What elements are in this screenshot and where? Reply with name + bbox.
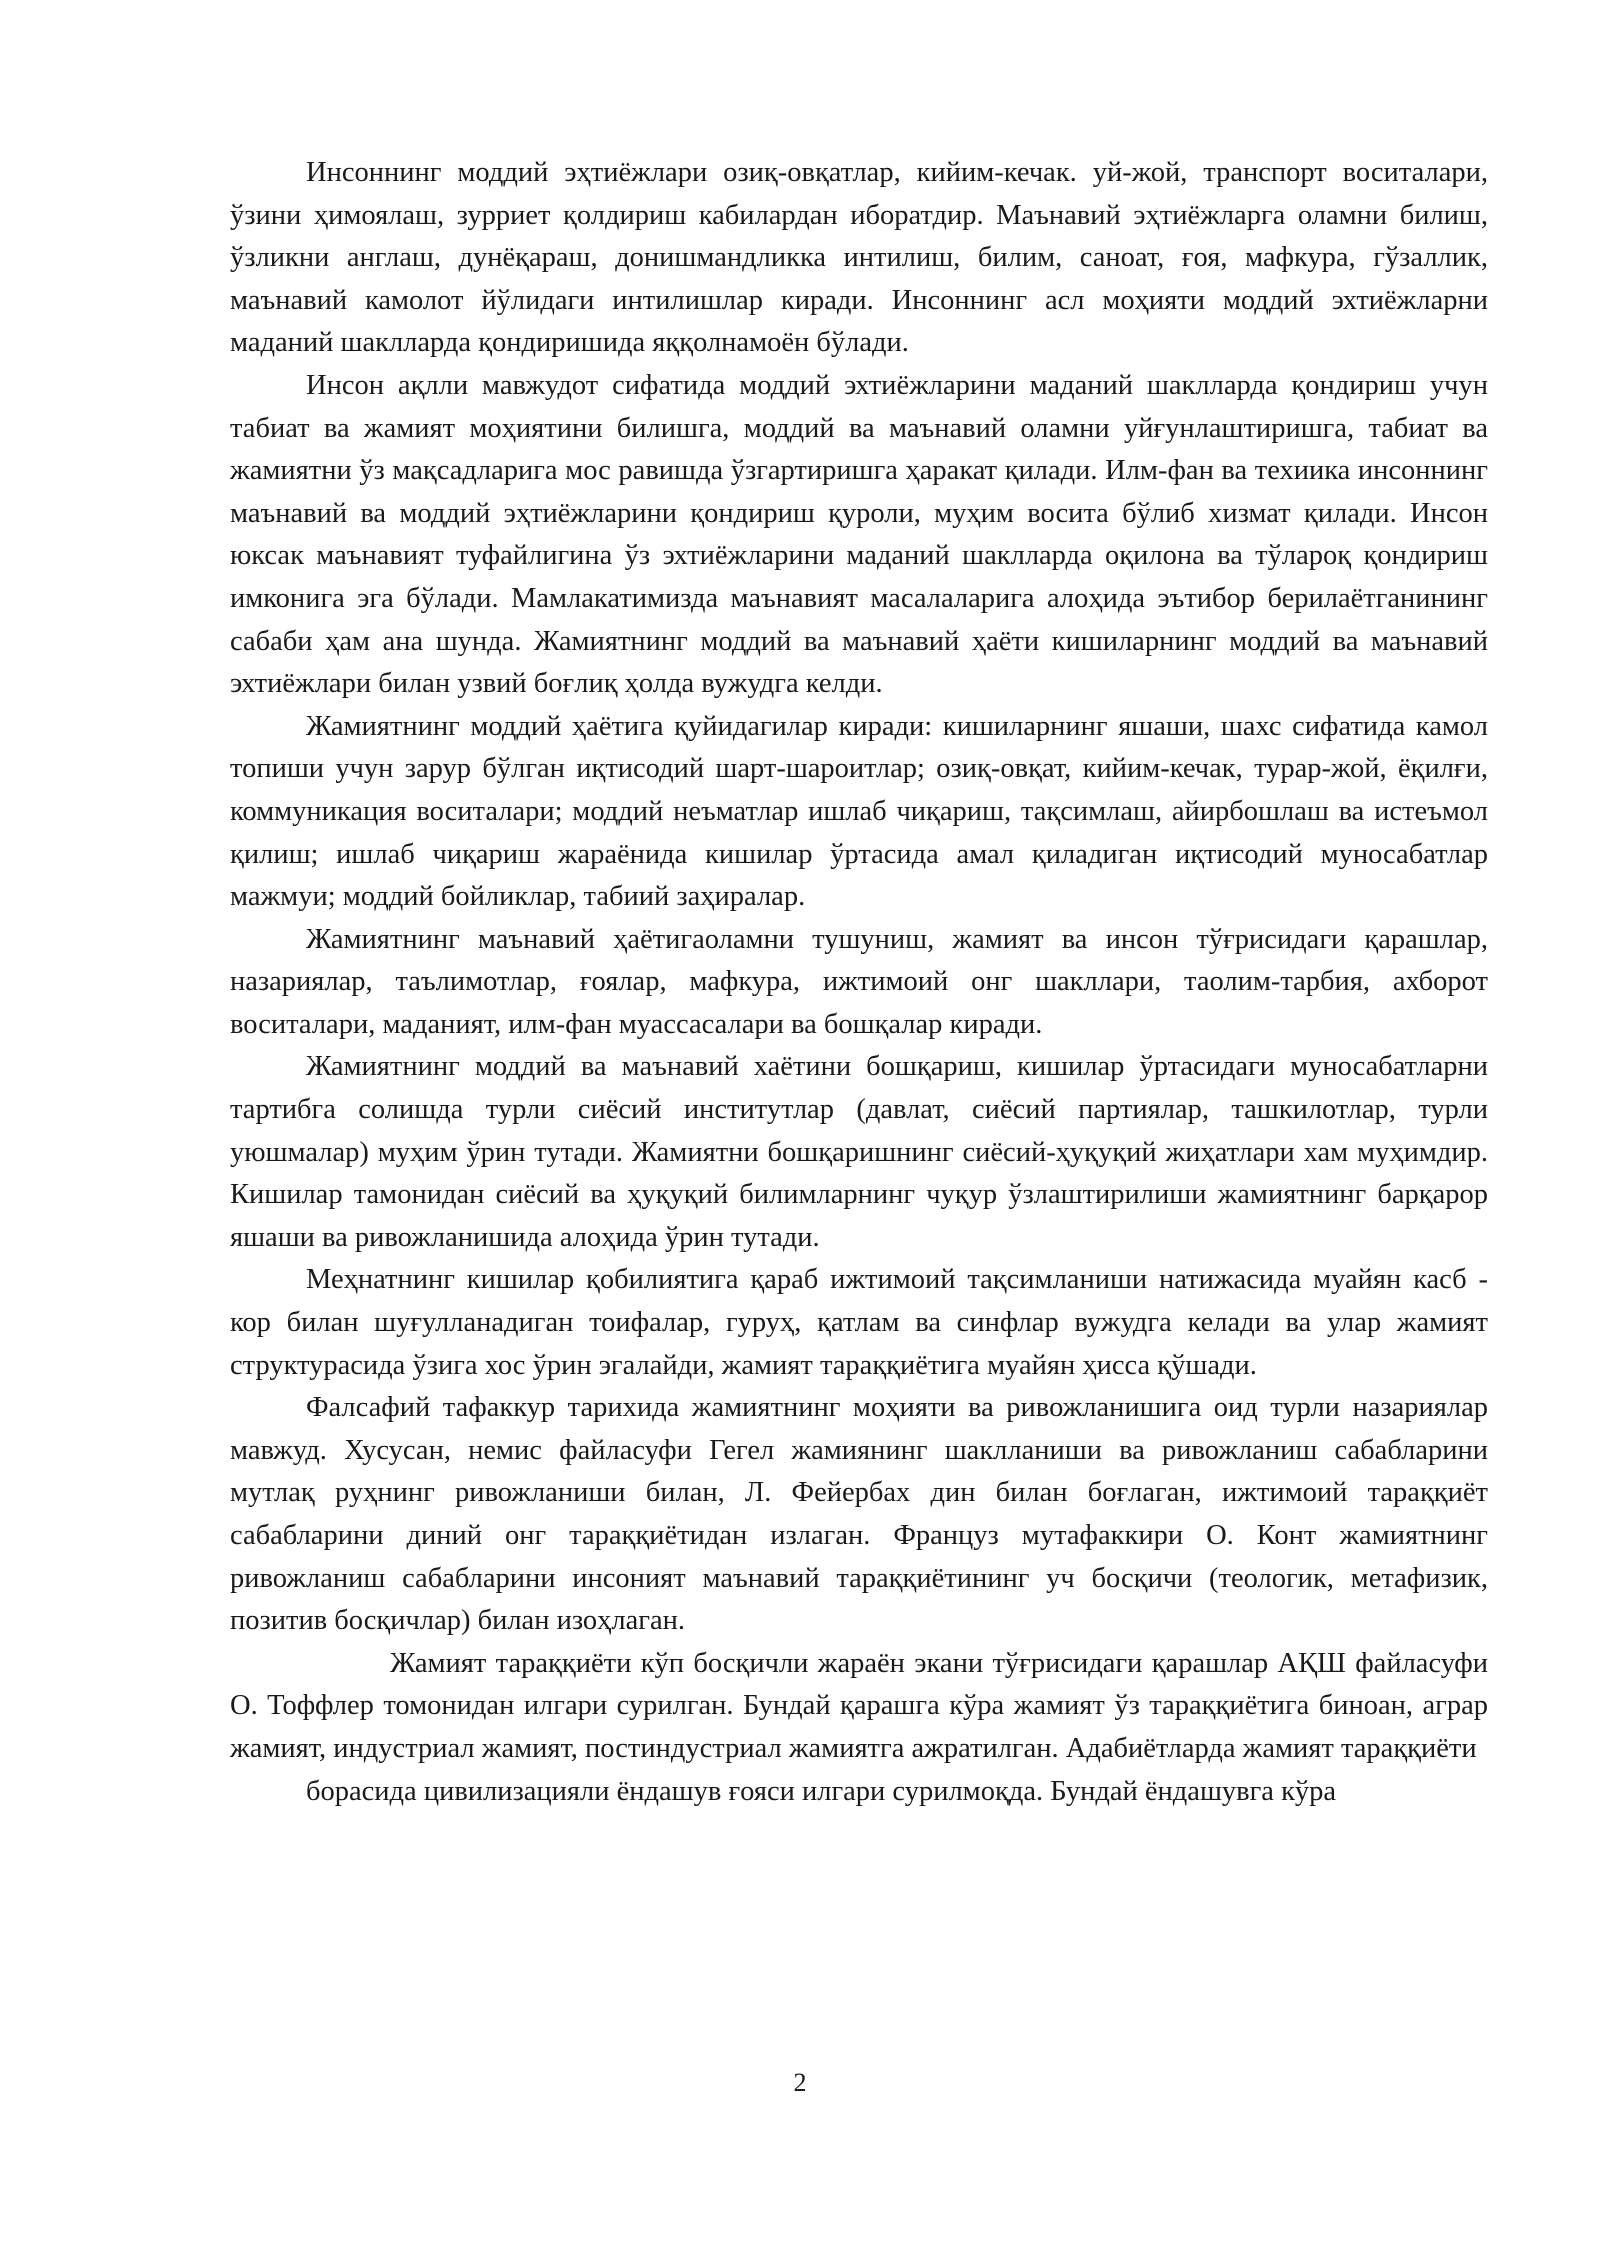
paragraph-7: Фалсафий тафаккур тарихида жамиятнинг моҳияти ва ривожланишига оид турли назариялар мавжуд. Хусусан, немис файласуфи Гегел жамиянинг шаклланиши ва ривожланиш сабабларини мутлақ руҳнинг ривожланиши билан, Л. Фейербах дин билан боғлаган, ижтимоий тараққиёт сабабларини диний онг тараққиётидан излаган. Француз мутафаккири О. Конт жамиятнинг ривожланиш сабабларини инсоният маънавий тараққиётининг уч босқичи (теологик, метафизик, позитив босқичлар) билан изоҳлаган. xyxy=(230,1392,1488,1637)
page-number: 2 xyxy=(793,2068,807,2097)
paragraph-4: Жамиятнинг маънавий ҳаётигаоламни тушуниш, жамият ва инсон тўғрисидаги қарашлар, назариялар, таълимотлар, ғоялар, мафкура, ижтимоий онг шакллари, таолим-тарбия, ахборот воситалари, маданият, илм-фан муассасалари ва бошқалар киради. xyxy=(230,923,1488,1040)
paragraph-6: Меҳнатнинг кишилар қобилиятига қараб ижтимоий тақсимланиши натижасида муайян касб - кор билан шуғулланадиган тоифалар, гуруҳ, қатлам ва синфлар вужудга келади ва улар жамият структурасида ўзига хос ўрин эгалайди, жамият тараққиётига муайян ҳисса қўшади. xyxy=(230,1264,1488,1381)
paragraph-2: Инсон ақлли мавжудот сифатида моддий эхтиёжларини маданий шаклларда қондириш учун табиат ва жамият моҳиятини билишга, моддий ва маънавий оламни уйғунлаштиришга, табиат ва жамиятни ўз мақсадларига мос равишда ўзгартиришга ҳаракат қилади. Илм-фан ва техиика инсоннинг маънавий ва моддий эҳтиёжларини қондириш қуроли, муҳим восита бўлиб хизмат қилади. Инсон юксак маънавият туфайлигина ўз эхтиёжларини маданий шаклларда оқилона ва тўлароқ қондириш имконига эга бўлади. Мамлакатимизда маънавият масалаларига алоҳида эътибор берилаётганининг сабаби ҳам ана шунда. Жамиятнинг моддий ва маънавий ҳаёти кишиларнинг моддий ва маънавий эхтиёжлари билан узвий боғлиқ ҳолда вужудга келди. xyxy=(230,369,1488,700)
paragraph-8: Жамият тараққиёти кўп босқичли жараён экани тўғрисидаги қарашлар АҚШ файласуфи О. Тоффлер томонидан илгари сурилган. Бундай қарашга кўра жамият ўз тараққиётига биноан, аграр жамият, индустриал жамият, постиндустриал жамиятга ажратилган. Адабиётларда жамият тараққиёти xyxy=(230,1647,1488,1764)
paragraph-3: Жамиятнинг моддий ҳаётига қуйидагилар киради: кишиларнинг яшаши, шахс сифатида камол топиши учун зарур бўлган иқтисодий шарт-шароитлар; озиқ-овқат, кийим-кечак, турар-жой, ёқилғи, коммуникация воситалари; моддий неъматлар ишлаб чиқариш, тақсимлаш, айирбошлаш ва истеъмол қилиш; ишлаб чиқариш жараёнида кишилар ўртасида амал қиладиган иқтисодий муносабатлар мажмуи; моддий бойликлар, табиий заҳиралар. xyxy=(230,710,1488,913)
paragraph-1: Инсоннинг моддий эҳтиёжлари озиқ-овқатлар, кийим-кечак. уй-жой, транспорт воситалари, ўзини ҳимоялаш, зурриет қолдириш кабилардан иборатдир. Маънавий эҳтиёжларга оламни билиш, ўзликни англаш, дунёқараш, донишмандликка интилиш, билим, саноат, ғоя, мафкура, гўзаллик, маънавий камолот йўлидаги интилишлар киради. Инсоннинг асл моҳияти моддий эхтиёжларни маданий шаклларда қондиришида яққолнамоён бўлади. xyxy=(230,157,1488,359)
paragraph-9: борасида цивилизацияли ёндашув ғояси илгари сурилмоқда. Бундай ёндашувга кўра xyxy=(306,1775,1337,1807)
paragraph-5: Жамиятнинг моддий ва маънавий хаётини бошқариш, кишилар ўртасидаги муносабатларни тартибга солишда турли сиёсий институтлар (давлат, сиёсий партиялар, ташкилотлар, турли уюшмалар) муҳим ўрин тутади. Жамиятни бошқаришнинг сиёсий-ҳуқуқий жиҳатлари хам муҳимдир. Кишилар тамонидан сиёсий ва ҳуқуқий билимларнинг чуқур ўзлаштирилиши жамиятнинг барқарор яшаши ва ривожланишида алоҳида ўрин тутади. xyxy=(230,1051,1488,1253)
document-body xyxy=(230,152,1488,1813)
